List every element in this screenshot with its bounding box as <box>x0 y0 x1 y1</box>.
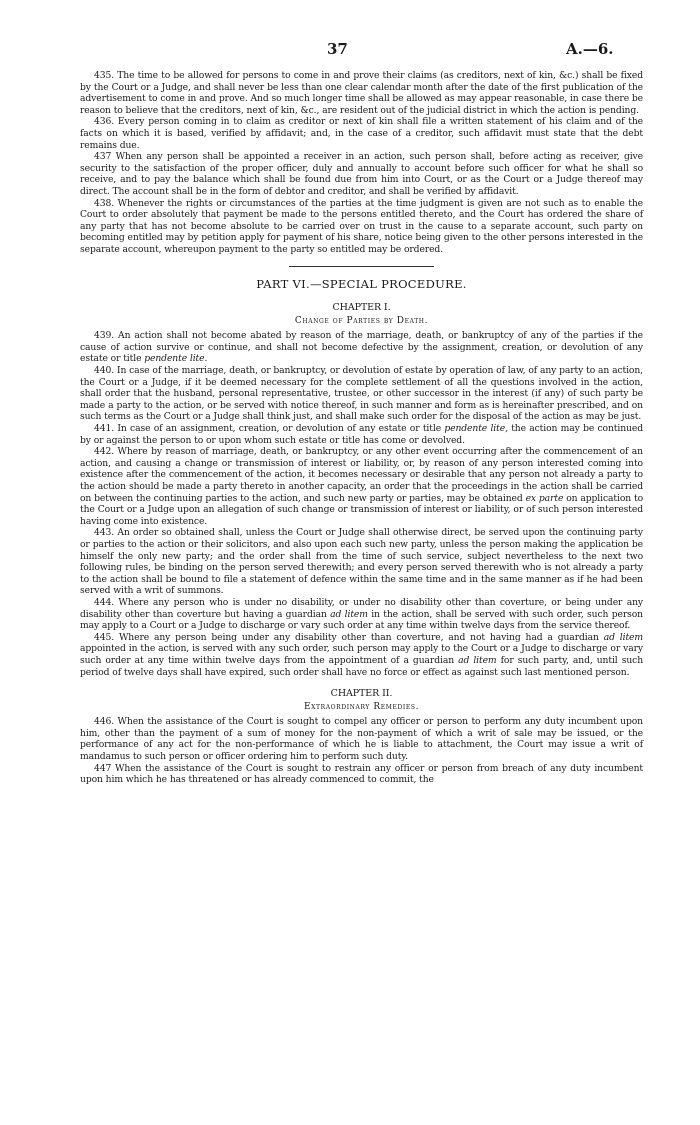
section-442-italic: ex parte <box>525 492 564 504</box>
section-438: 438. Whenever the rights or circumstances of the parties at the time judgment is given are not such as to enable the Court to order absolutely that payment be made to the persons entitled thereto, and the Court has ordered the share of any party that has not become absolute to be carried over on trust in the cause to a separate account, such party on becoming entitled may by petition apply for payment of his share, notice being given to the other persons interested in the separate account, whereupon payment to the party so entitled may be ordered. <box>80 197 643 255</box>
page-number: 37 <box>327 40 348 58</box>
section-441 <box>80 423 643 446</box>
section-443: 443. An order so obtained shall, unless the Court or Judge shall otherwise direct, be served upon the continuing party or parties to the action or their solicitors, and also upon each such new party, unless the person making the application be himself the only new party; and the order shall from the time of such service, subject nevertheless to the next two following rules, be binding on the person served therewith; and every person served therewith who is not already a party to the action shall be bound to file a statement of defence within the same time and in the same manner as if he had been served with a writ of summons. <box>80 527 643 597</box>
section-445 <box>80 632 643 678</box>
section-445-text-c: for such party, and, until such period of twelve days shall have expired, such order shall have no force or effect as against such last mentioned person. <box>80 654 644 678</box>
chapter-heading: CHAPTER I. <box>332 302 391 314</box>
section-442 <box>80 446 643 527</box>
section-444 <box>80 597 643 632</box>
section-446: 446. When the assistance of the Court is sought to compel any officer or person to perform any duty incumbent upon him, other than the payment of a sum of money for the non-payment of which a writ of sale may be issued, or the performance of any act for the non-performance of which he is liable to attachment, the Court may issue a writ of mandamus to such person or officer ordering him to perform such duty. <box>80 716 643 763</box>
chapter-heading: CHAPTER II. <box>330 688 393 700</box>
section-440: 440. In case of the marriage, death, or bankruptcy, or devolution of estate by operation of law, of any party to an action, the Court or a Judge, if it be deemed necessary for the complete settlement of all the questions involved in the action, shall order that the husband, personal representative, trustee, or other successor in the interest (if any) of such party be made a party to the action, or be served with notice thereof, in such manner and form as is hereinafter prescribed, and on such terms as the Court or a Judge shall think just, and shall make such order for the disposal of the action as may be just. <box>80 365 643 423</box>
section-445-italic-1: ad litem <box>603 631 643 643</box>
section-441-text-b: the action may be continued by or against the person to or upon whom such estate or title has come or devolved. <box>80 423 643 446</box>
section-441-italic: pendente lite, <box>444 423 508 435</box>
section-444-text-a: 444. Where any person who is under no disability, or under no disability other than coverture, or being under any disability other than coverture but having a guardian <box>80 596 643 620</box>
section-divider <box>289 266 434 267</box>
section-439-text: 439. An action shall not become abated by reason of the marriage, death, or bankruptcy of any of the parties if the cause of action survive or continue, and shall not become defective by the assignment, creation, or devolution of any estate or title <box>80 330 643 365</box>
section-442-text-a: 442. Where by reason of marriage, death, or bankruptcy, or any other event occurring after the commencement of an action, and causing a change or transmission of interest or liability, or, by reason of any person interested coming into existence after the commencement of the action, it becomes necessary or desirable that any person not already a party to the action should be made a party thereto in another capacity, an order that the proceedings in the action shall be carried on between the continuing parties to the action, and such new party or parties, may be obtained <box>80 446 643 504</box>
document-reference: A.—6. <box>566 40 614 58</box>
section-445-italic-2: ad litem <box>458 654 497 666</box>
section-439-italic: pendente lite. <box>144 353 208 365</box>
section-439 <box>80 330 643 365</box>
section-436: 436. Every person coming in to claim as creditor or next of kin shall file a written statement of his claim and of the facts on which it is based, verified by affidavit; and, in the case of a creditor, such affidavit must state that the debt remains due. <box>80 116 643 151</box>
section-445-text-a: 445. Where any person being under any disability other than coverture, and not having had a guardian <box>94 631 604 643</box>
part-title: PART VI.—SPECIAL PROCEDURE. <box>256 276 467 291</box>
section-445-text-b: appointed in the action, is served with any such order, such person may apply to the Court or a Judge to discharge or vary such order at any time within twelve days from the appointment of a guardian <box>80 643 643 666</box>
chapter-subheading: Extraordinary Remedies. <box>303 701 420 712</box>
section-444-italic: ad litem <box>330 608 368 620</box>
section-437: 437 When any person shall be appointed a receiver in an action, such person shall, before acting as receiver, give security to the satisfaction of the proper officer, duly and annually to account before such officer for what he shall so receive, and to pay the balance which shall be found due from him into Court, or as the Court or a Judge thereof may direct. The account shall be in the form of debtor and creditor, and shall be verified by affidavit. <box>80 151 643 197</box>
section-441-text-a: 441. In case of an assignment, creation, or devolution of any estate or title <box>94 423 445 435</box>
chapter-subheading: Change of Parties by Death. <box>294 315 429 326</box>
section-447: 447 When the assistance of the Court is sought to restrain any officer or person from breach of any duty incumbent upon him which he has threatened or has already commenced to commit, the <box>80 762 643 786</box>
section-435: 435. The time to be allowed for persons to come in and prove their claims (as creditors, next of kin, &c.) shall be fixed by the Court or a Judge, and shall never be less than one clear calendar month after the date of the first publication of the advertisement to come in and prove. And so much longer time shall be allowed as may appear reasonable, in case there be reason to believe that the creditors, next of kin, &c., are resident out of the judicial district in which the action is pending. <box>80 70 643 116</box>
chapter-spacer <box>80 678 643 688</box>
document-body <box>80 70 643 786</box>
section-444-text-b: in the action, shall be served with such order, such person may apply to a Court or a Judge to discharge or vary such order at any time within twelve days from the service thereof. <box>80 608 643 632</box>
section-442-text-b: on application to the Court or a Judge upon an allegation of such change or transmission of interest or liability, or of such person interested having come into existence. <box>80 492 644 527</box>
